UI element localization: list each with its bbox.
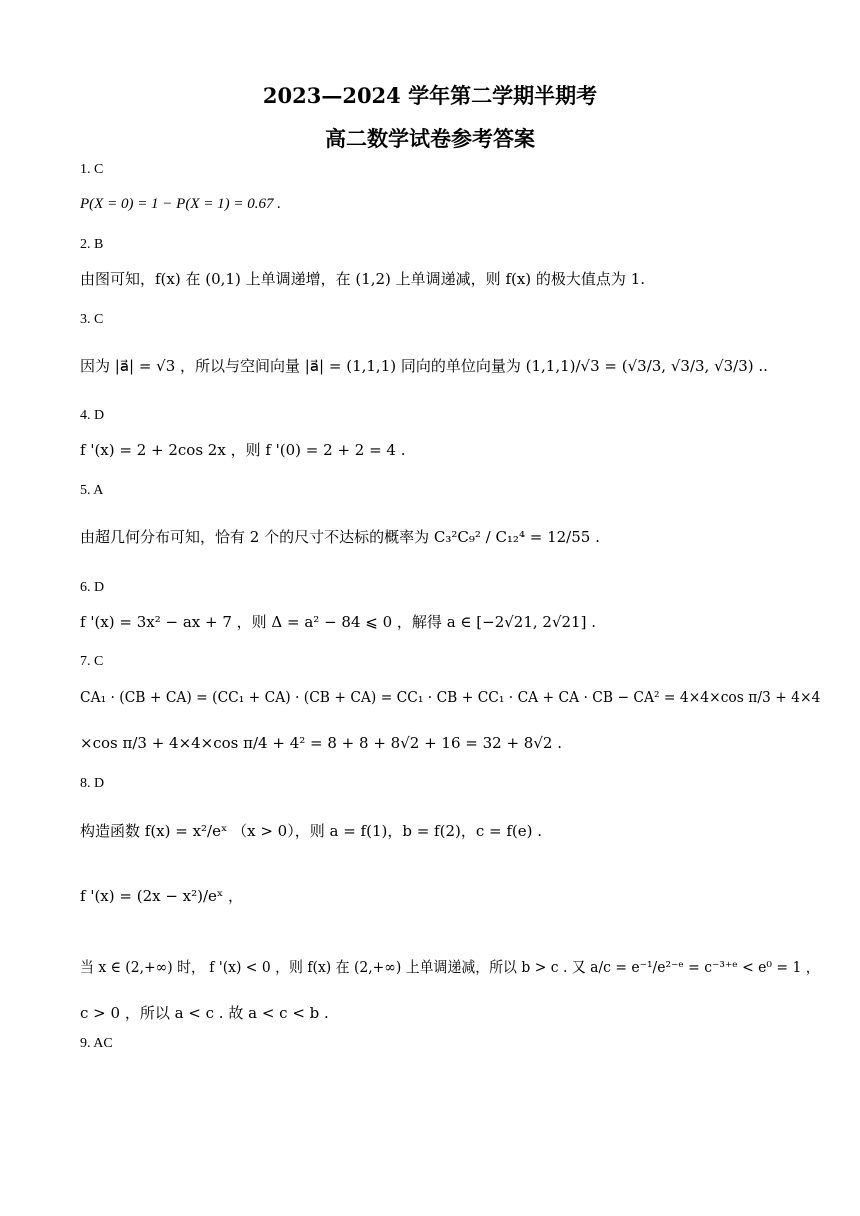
answer-line-7a: CA₁ · (CB + CA) = (CC₁ + CA) · (CB + CA) = CC₁ · CB + CC₁ · CA + CA · CB − CA² = 4×4×cos π/3 + 4×4 (80, 688, 821, 706)
answer-label-7: 7. C (80, 654, 104, 669)
answer-line-8c: 当 x ∈ (2,+∞) 时， f '(x) < 0 ，则 f(x) 在 (2,+∞) 上单调递减，所以 b > c . 又 a/c = e⁻¹/e²⁻ᵉ = c⁻³⁺ᵉ < e⁰ = 1 ， (80, 958, 820, 976)
answer-label-1: 1. C (80, 162, 104, 177)
page-subtitle: 高二数学试卷参考答案 (325, 126, 535, 151)
answer-line-4: f '(x) = 2 + 2cos 2x ，则 f '(0) = 2 + 2 = 4 . (80, 441, 406, 459)
answer-label-3: 3. C (80, 312, 104, 327)
answer-label-4: 4. D (80, 408, 105, 423)
answer-line-3: 因为 |a⃗| = √3 ，所以与空间向量 |a⃗| = (1,1,1) 同向的单位向量为 (1,1,1)/√3 = (√3/3, √3/3, √3/3) .. (80, 357, 768, 375)
answer-line-5: 由超几何分布可知，恰有 2 个的尺寸不达标的概率为 C₃²C₉² / C₁₂⁴ = 12/55 . (80, 528, 600, 546)
answer-label-9: 9. AC (80, 1036, 113, 1051)
answer-label-8: 8. D (80, 776, 105, 791)
answer-line-1: P(X = 0) = 1 − P(X = 1) = 0.67 . (80, 196, 281, 212)
answer-line-2: 由图可知，f(x) 在 (0,1) 上单调递增，在 (1,2) 上单调递减，则 f(x) 的极大值点为 1. (80, 270, 646, 288)
answer-label-5: 5. A (80, 483, 104, 498)
answer-label-6: 6. D (80, 580, 105, 595)
answer-line-8d: c > 0 ，所以 a < c . 故 a < c < b . (80, 1004, 329, 1022)
page-title: 2023—2024 学年第二学期半期考 (262, 83, 598, 108)
answer-line-6: f '(x) = 3x² − ax + 7 ，则 Δ = a² − 84 ⩽ 0 ，解得 a ∈ [−2√21, 2√21] . (80, 613, 596, 631)
answer-label-2: 2. B (80, 237, 104, 252)
answer-line-7b: ×cos π/3 + 4×4×cos π/4 + 4² = 8 + 8 + 8√2 + 16 = 32 + 8√2 . (80, 734, 562, 752)
answer-line-8a: 构造函数 f(x) = x²/eˣ （x > 0），则 a = f(1)，b = f(2)，c = f(e) . (80, 822, 543, 840)
answer-line-8b: f '(x) = (2x − x²)/eˣ ， (80, 887, 244, 905)
